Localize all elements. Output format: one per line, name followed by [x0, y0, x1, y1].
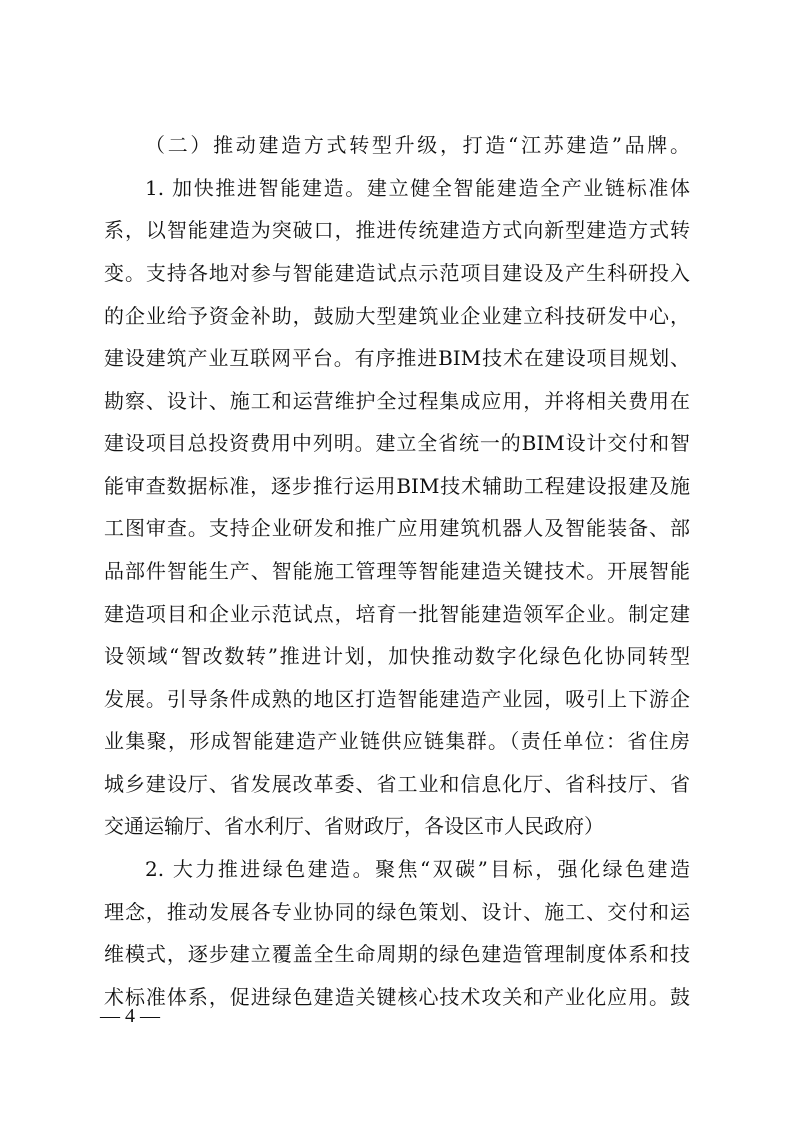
paragraph-line: 1. 加快推进智能建造。建立健全智能建造全产业链标准体	[145, 176, 690, 200]
paragraph-line: 的企业给予资金补助，鼓励大型建筑业企业建立科技研发中心，	[104, 304, 690, 328]
paragraph-line: 建设建筑产业互联网平台。有序推进BIM技术在建设项目规划、	[104, 346, 690, 370]
section-heading: （二）推动建造方式转型升级，打造“江苏建造”品牌。	[145, 133, 690, 157]
paragraph-line: 能审查数据标准，逐步推行运用BIM技术辅助工程建设报建及施	[104, 474, 690, 498]
paragraph-line: 理念，推动发展各专业协同的绿色策划、设计、施工、交付和运	[104, 900, 690, 924]
paragraph-line: 品部件智能生产、智能施工管理等智能建造关键技术。开展智能	[104, 559, 690, 583]
paragraph-line: 术标准体系，促进绿色建造关键核心技术攻关和产业化应用。鼓	[104, 985, 690, 1009]
paragraph-line: 工图审查。支持企业研发和推广应用建筑机器人及智能装备、部	[104, 516, 690, 540]
paragraph-line: 勘察、设计、施工和运营维护全过程集成应用，并将相关费用在	[104, 389, 690, 413]
paragraph-line: 城乡建设厅、省发展改革委、省工业和信息化厅、省科技厅、省	[104, 772, 690, 796]
paragraph-line: 交通运输厅、省水利厅、省财政厅，各设区市人民政府）	[104, 814, 604, 838]
paragraph-line: 变。支持各地对参与智能建造试点示范项目建设及产生科研投入	[104, 261, 690, 285]
page-number: — 4 —	[100, 1005, 160, 1027]
paragraph-line: 业集聚，形成智能建造产业链供应链集群。（责任单位：省住房	[104, 729, 690, 753]
paragraph-line: 发展。引导条件成熟的地区打造智能建造产业园，吸引上下游企	[104, 687, 690, 711]
paragraph-line: 设领域“智改数转”推进计划，加快推动数字化绿色化协同转型	[104, 644, 690, 668]
paragraph-line: 建造项目和企业示范试点，培育一批智能建造领军企业。制定建	[104, 602, 690, 626]
paragraph-line: 系，以智能建造为突破口，推进传统建造方式向新型建造方式转	[104, 218, 690, 242]
paragraph-line: 维模式，逐步建立覆盖全生命周期的绿色建造管理制度体系和技	[104, 942, 690, 966]
paragraph-line: 建设项目总投资费用中列明。建立全省统一的BIM设计交付和智	[104, 431, 690, 455]
paragraph-line: 2. 大力推进绿色建造。聚焦“双碳”目标，强化绿色建造	[145, 857, 690, 881]
